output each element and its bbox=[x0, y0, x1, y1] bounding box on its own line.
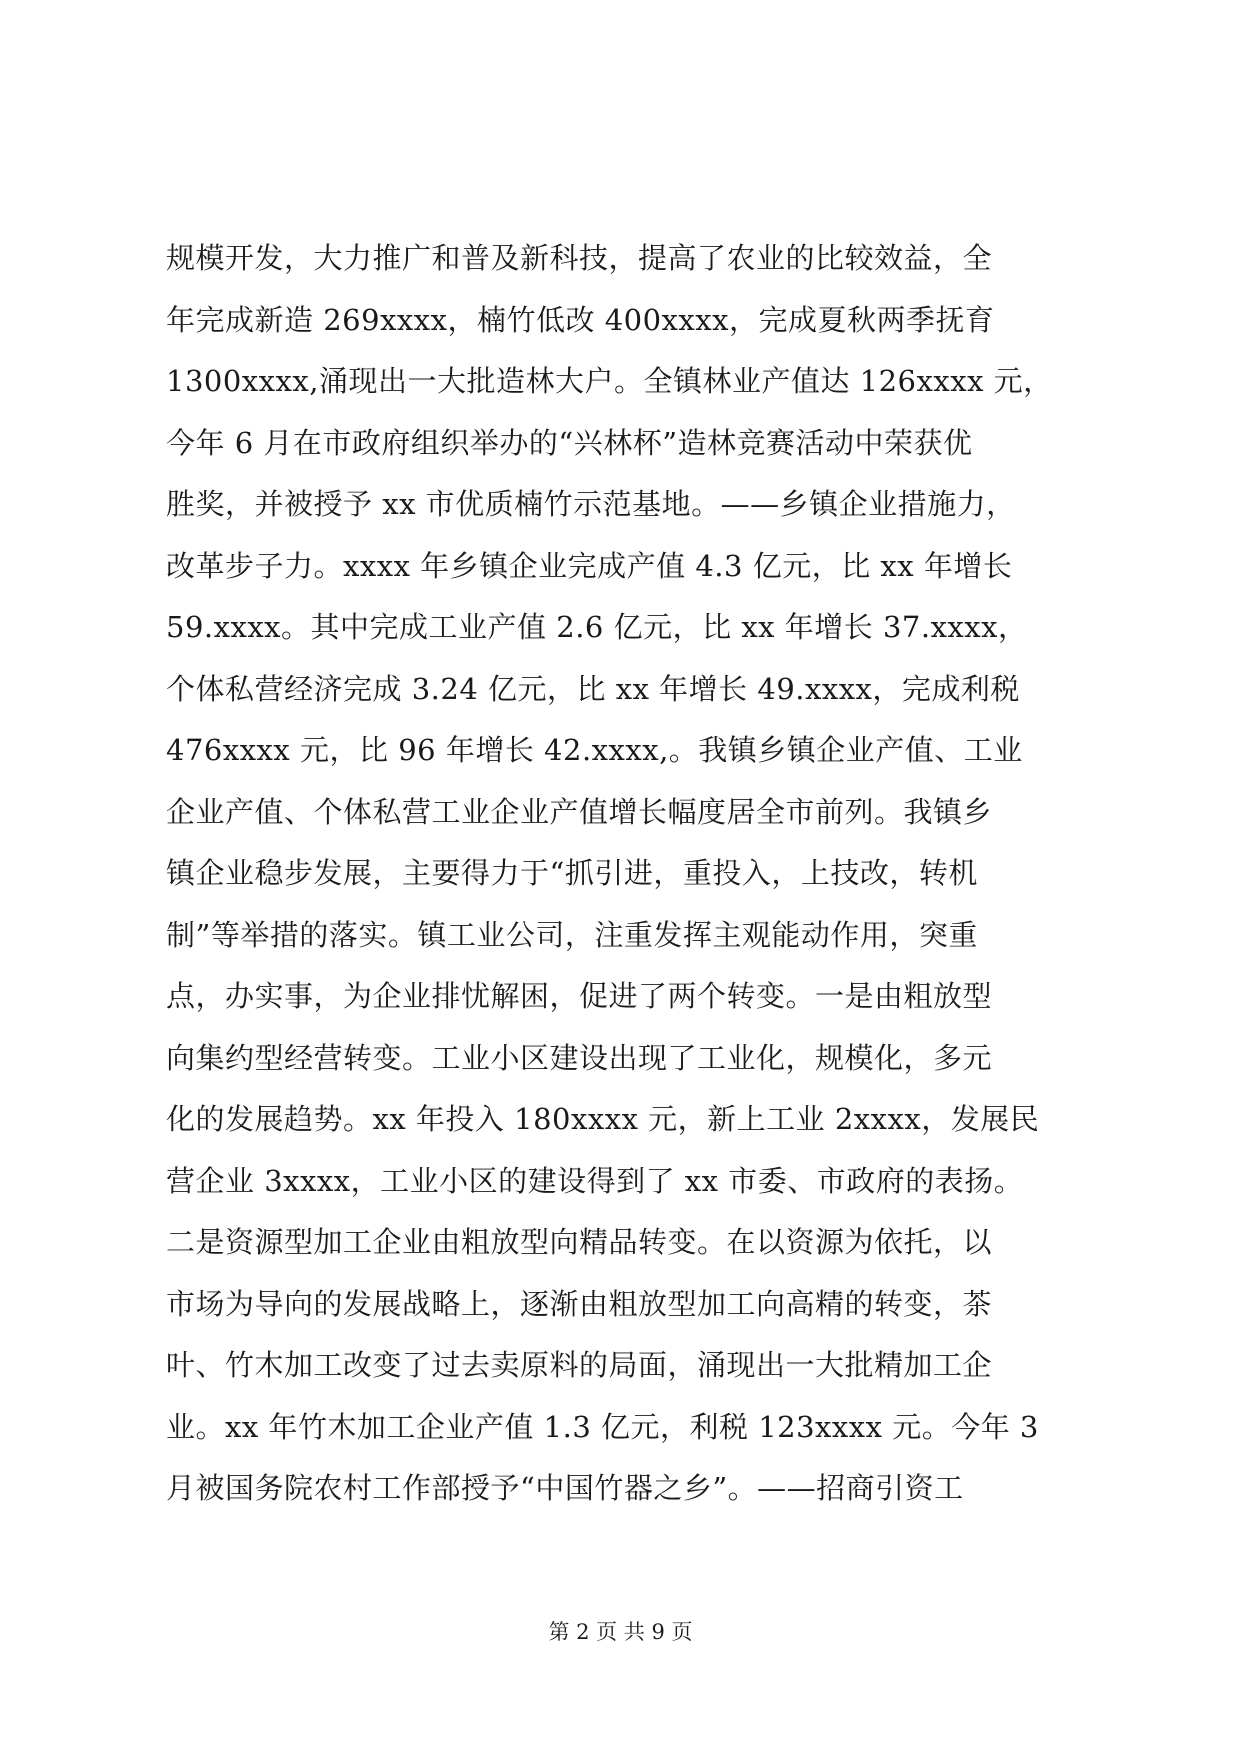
text-line: 胜奖，并被授予 xx 市优质楠竹示范基地。——乡镇企业措施力， bbox=[166, 487, 1016, 521]
text-line: 点，办实事，为企业排忧解困，促进了两个转变。一是由粗放型 bbox=[166, 979, 993, 1013]
text-line: 规模开发，大力推广和普及新科技，提高了农业的比较效益，全 bbox=[166, 241, 993, 275]
text-line: 营企业 3xxxx，工业小区的建设得到了 xx 市委、市政府的表扬。 bbox=[166, 1163, 1024, 1198]
page-number-footer: 第 2 页 共 9 页 bbox=[548, 1620, 693, 1644]
text-line: 476xxxx 元，比 96 年增长 42.xxxx,。我镇乡镇企业产值、工业 bbox=[166, 733, 1023, 767]
text-line: 59.xxxx。其中完成工业产值 2.6 亿元，比 xx 年增长 37.xxxx， bbox=[166, 610, 1028, 644]
text-line: 年完成新造 269xxxx，楠竹低改 400xxxx，完成夏秋两季抚育 bbox=[166, 302, 995, 337]
text-line: 改革步子力。xxxx 年乡镇企业完成产值 4.3 亿元，比 xx 年增长 bbox=[166, 548, 1013, 583]
text-line: 化的发展趋势。xx 年投入 180xxxx 元，新上工业 2xxxx，发展民 bbox=[166, 1102, 1040, 1136]
text-line: 企业产值、个体私营工业企业产值增长幅度居全市前列。我镇乡 bbox=[166, 794, 993, 829]
text-line: 业。xx 年竹木加工企业产值 1.3 亿元，利税 123xxxx 元。今年 3 bbox=[166, 1409, 1039, 1444]
text-line: 个体私营经济完成 3.24 亿元，比 xx 年增长 49.xxxx，完成利税 bbox=[166, 671, 1020, 706]
text-line: 向集约型经营转变。工业小区建设出现了工业化，规模化，多元 bbox=[166, 1040, 993, 1075]
body-text bbox=[166, 228, 1106, 1520]
text-line: 月被国务院农村工作部授予“中国竹器之乡”。——招商引资工 bbox=[166, 1471, 964, 1505]
text-line: 市场为导向的发展战略上，逐渐由粗放型加工向高精的转变，茶 bbox=[166, 1286, 993, 1321]
text-line: 镇企业稳步发展，主要得力于“抓引进，重投入，上技改，转机 bbox=[166, 856, 978, 890]
text-line: 二是资源型加工企业由粗放型向精品转变。在以资源为依托，以 bbox=[166, 1225, 993, 1259]
text-line: 今年 6 月在市政府组织举办的“兴林杯”造林竞赛活动中荣获优 bbox=[166, 425, 973, 460]
text-line: 制”等举措的落实。镇工业公司，注重发挥主观能动作用，突重 bbox=[166, 917, 978, 952]
text-line: 叶、竹木加工改变了过去卖原料的局面，涌现出一大批精加工企 bbox=[166, 1348, 993, 1382]
text-line: 1300xxxx,涌现出一大批造林大户。全镇林业产值达 126xxxx 元， bbox=[166, 364, 1053, 398]
